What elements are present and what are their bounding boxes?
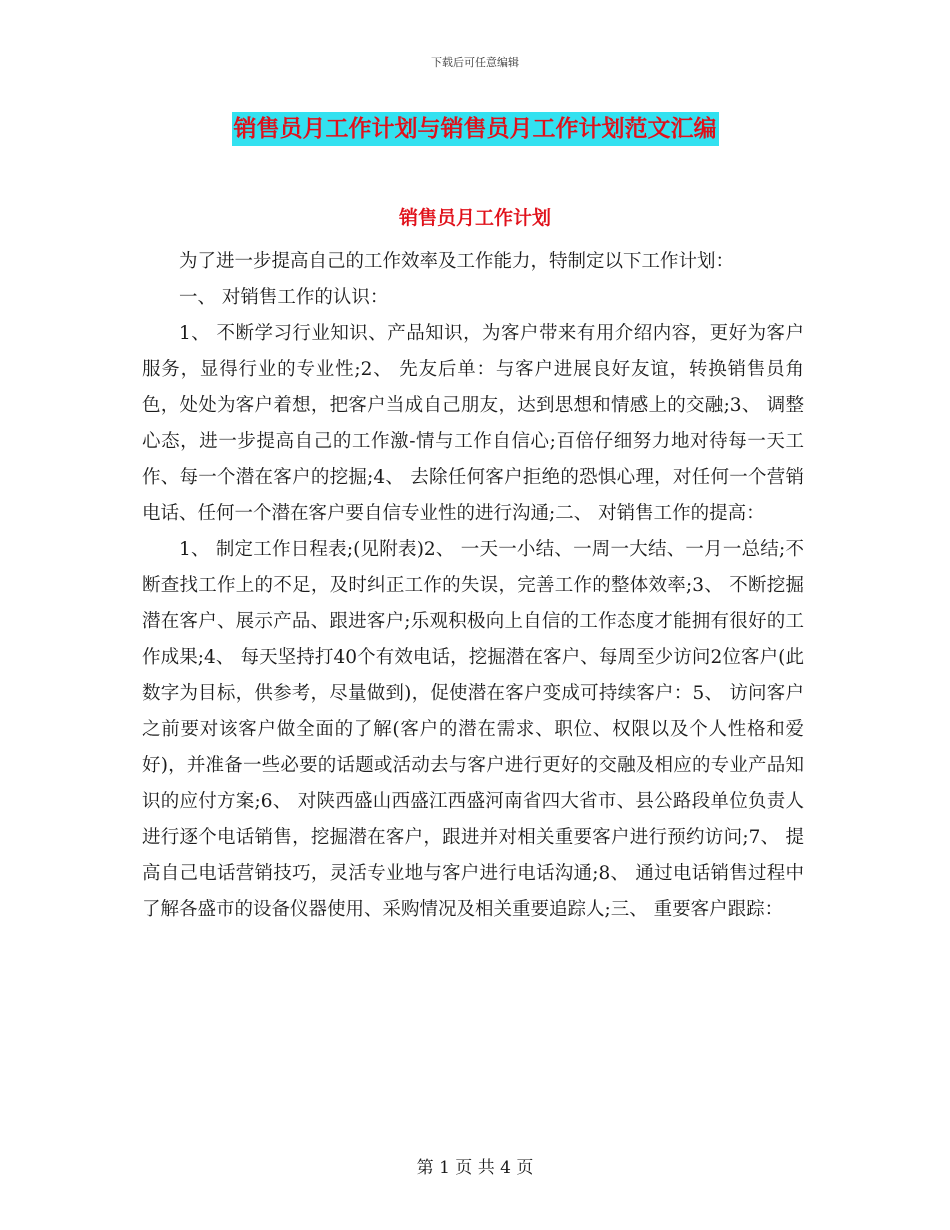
paragraph-section-2: 1、 制定工作日程表;(见附表)2、 一天一小结、一周一大结、一月一总结;不断查找工作上的不足，及时纠正工作的失误，完善工作的整体效率;3、 不断挖掘潜在客户、展示产品、跟进客户;乐观积极向上自信的工作态度才能拥有很好的工作成果;4、 每天坚持打40个有效电话，挖掘潜在客户、每周至少访问2位客户(此数字为目标，供参考，尽量做到)，促使潜在客户变成可持续客户：5、 访问客户之前要对该客户做全面的了解(客户的潜在需求、职位、权限以及个人性格和爱好)，并准备一些必要的话题或活动去与客户进行更好的交融及相应的专业产品知识的应付方案;6、 对陕西盛山西盛江西盛河南省四大省市、县公路段单位负责人进行逐个电话销售，挖掘潜在客户，跟进并对相关重要客户进行预约访问;7、 提高自己电话营销技巧，灵活专业地与客户进行电话沟通;8、 通过电话销售过程中了解各盛市的设备仪器使用、采购情况及相关重要追踪人;三、 重要客户跟踪： [142, 539, 804, 920]
title-block [0, 112, 950, 146]
document-title: 销售员月工作计划与销售员月工作计划范文汇编 [232, 112, 719, 146]
body-text [142, 244, 804, 928]
header-note: 下载后可任意编辑 [431, 56, 519, 69]
page-footer: 第 1 页 共 4 页 [416, 1158, 534, 1178]
paragraph-intro: 为了进一步提高自己的工作效率及工作能力，特制定以下工作计划： [179, 251, 735, 272]
paragraph-heading-1: 一、 对销售工作的认识： [179, 287, 389, 308]
paragraph-section-1: 1、 不断学习行业知识、产品知识，为客户带来有用介绍内容，更好为客户服务，显得行业的专业性;2、 先友后单：与客户进展良好友谊，转换销售员角色，处处为客户着想，把客户当成自己朋友，达到思想和情感上的交融;3、 调整心态，进一步提高自己的工作激-情与工作自信心;百倍仔细努力地对待每一天工作、每一个潜在客户的挖掘;4、 去除任何客户拒绝的恐惧心理，对任何一个营销电话、任何一个潜在客户要自信专业性的进行沟通;二、 对销售工作的提高： [142, 323, 804, 524]
section-title: 销售员月工作计划 [398, 207, 551, 229]
